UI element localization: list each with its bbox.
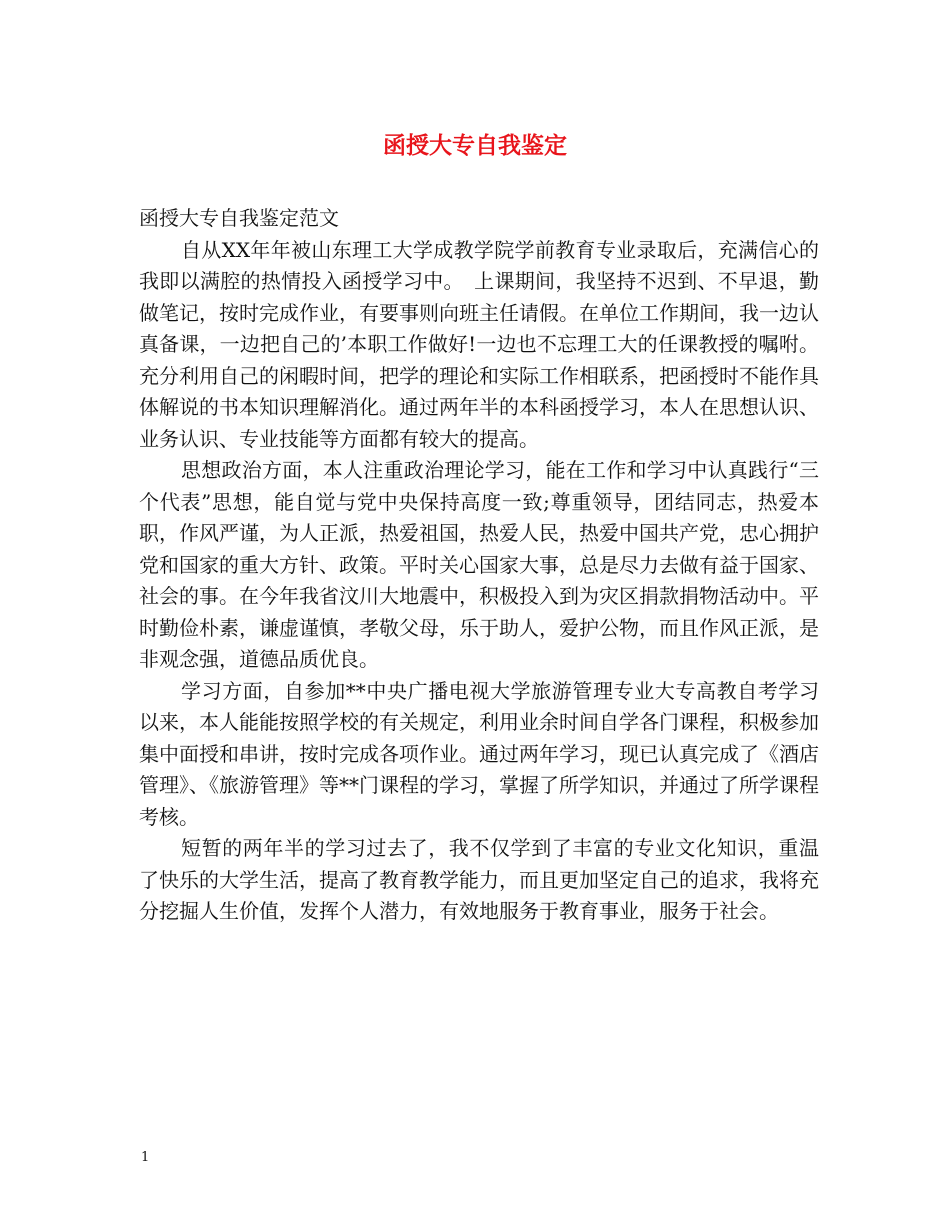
paragraph-political: 思想政治方面，本人注重政治理论学习，能在工作和学习中认真践行“三个代表”思想，能自觉与党中央保持高度一致;尊重领导，团结同志，热爱本职，作风严谨，为人正派，热爱祖国，热爱人民，热爱中国共产党，忠心拥护党和国家的重大方针、政策。平时关心国家大事，总是尽力去做有益于国家、社会的事。在今年我省汶川大地震中，积极投入到为灾区捐款捐物活动中。平时勤俭朴素，谦虚谨慎，孝敬父母，乐于助人，爱护公物，而且作风正派，是非观念强，道德品质优良。 xyxy=(139,458,819,671)
paragraph-conclusion: 短暂的两年半的学习过去了，我不仅学到了丰富的专业文化知识，重温了快乐的大学生活，提高了教育教学能力，而且更加坚定自己的追求，我将充分挖掘人生价值，发挥个人潜力，有效地服务于教育事业，服务于社会。 xyxy=(139,836,819,923)
document-subtitle: 函授大专自我鉴定范文 xyxy=(139,206,339,230)
page-number: 1 xyxy=(141,1150,150,1165)
document-body xyxy=(139,203,819,928)
document-title: 函授大专自我鉴定 xyxy=(383,132,567,159)
paragraph-intro: 自从XX年年被山东理工大学成教学院学前教育专业录取后，充满信心的我即以满腔的热情投入函授学习中。 上课期间，我坚持不迟到、不早退，勤做笔记，按时完成作业，有要事则向班主任请假。在单位工作期间，我一边认真备课，一边把自己的’本职工作做好!一边也不忘理工大的任课教授的嘱咐。充分利用自己的闲暇时间，把学的理论和实际工作相联系，把函授时不能作具体解说的书本知识理解消化。通过两年半的本科函授学习，本人在思想认识、业务认识、专业技能等方面都有较大的提高。 xyxy=(139,237,819,451)
paragraph-study: 学习方面，自参加**中央广播电视大学旅游管理专业大专高教自考学习以来，本人能能按照学校的有关规定，利用业余时间自学各门课程，积极参加集中面授和串讲，按时完成各项作业。通过两年学习，现已认真完成了《酒店管理》、《旅游管理》等**门课程的学习，掌握了所学知识，并通过了所学课程考核。 xyxy=(139,678,819,829)
